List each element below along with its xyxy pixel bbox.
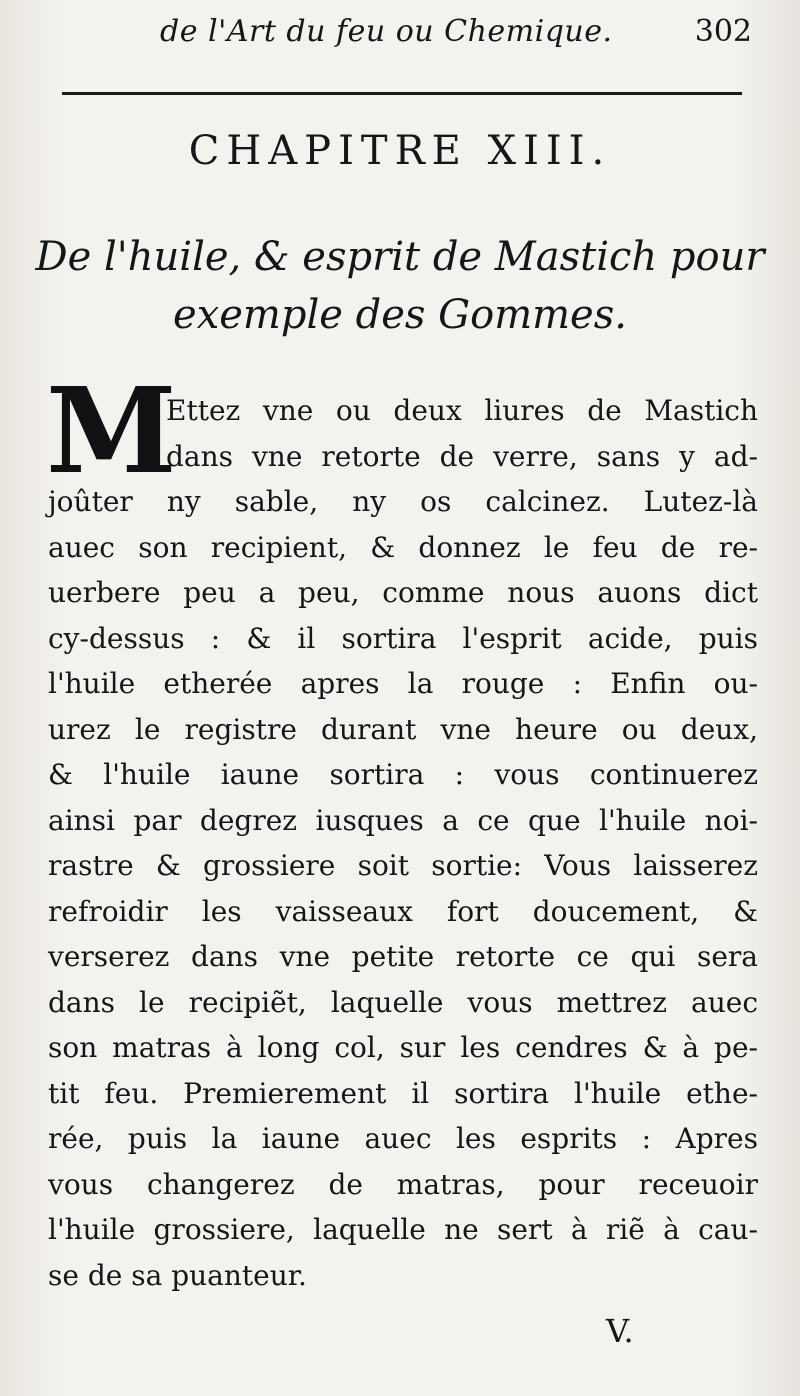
text-line: joûter ny sable, ny os calcinez. Lutez-là [48, 485, 758, 518]
text-line: & l'huile iaune sortira : vous continuerez [48, 758, 758, 791]
text-line: verserez dans vne petite retorte ce qui sera [48, 940, 758, 973]
text-line: Ettez vne ou deux liures de Mastich [166, 394, 758, 427]
drop-cap: M [46, 361, 177, 500]
text-line: tit feu. Premierement il sortira l'huile ethe- [48, 1076, 758, 1110]
text-line: uerbere peu a peu, comme nous auons dict [48, 576, 758, 609]
catchword: V. [606, 1312, 634, 1350]
text-line: se de sa puanteur. [48, 1258, 307, 1292]
text-line: refroidir les vaisseaux fort doucement, & [48, 894, 758, 928]
text-line: l'huile grossiere, laquelle ne sert à riẽ à cau- [48, 1213, 758, 1246]
text-line: urez le registre durant vne heure ou deux, [48, 712, 758, 746]
page-number: 302 [694, 14, 752, 49]
text-line: rée, puis la iaune auec les esprits : Apres [48, 1122, 758, 1155]
chapter-title-line: exemple des Gommes. [173, 292, 627, 338]
body-paragraph [48, 388, 758, 1298]
text-line: rastre & grossiere soit sortie: Vous laisserez [48, 849, 758, 882]
text-line: dans vne retorte de verre, sans y ad- [166, 439, 758, 473]
text-line: dans le recipiẽt, laquelle vous mettrez auec [48, 985, 758, 1019]
chapter-title [30, 228, 770, 344]
text-line: ainsi par degrez iusques a ce que l'huile noi- [48, 803, 758, 837]
running-head: de l'Art du feu ou Chemique. [160, 14, 613, 49]
text-line: l'huile etherée apres la rouge : Enfin ou- [48, 667, 758, 700]
text-line: vous changerez de matras, pour receuoir [48, 1167, 758, 1201]
text-line: cy-dessus : & il sortira l'esprit acide, puis [48, 621, 758, 655]
chapter-title-line: De l'huile, & esprit de Mastich pour [35, 234, 765, 280]
chapter-heading: CHAPITRE XIII. [188, 128, 612, 174]
header-rule [62, 92, 742, 95]
text-line: auec son recipient, & donnez le feu de re- [48, 530, 758, 564]
text-line: son matras à long col, sur les cendres & à pe- [48, 1031, 758, 1064]
